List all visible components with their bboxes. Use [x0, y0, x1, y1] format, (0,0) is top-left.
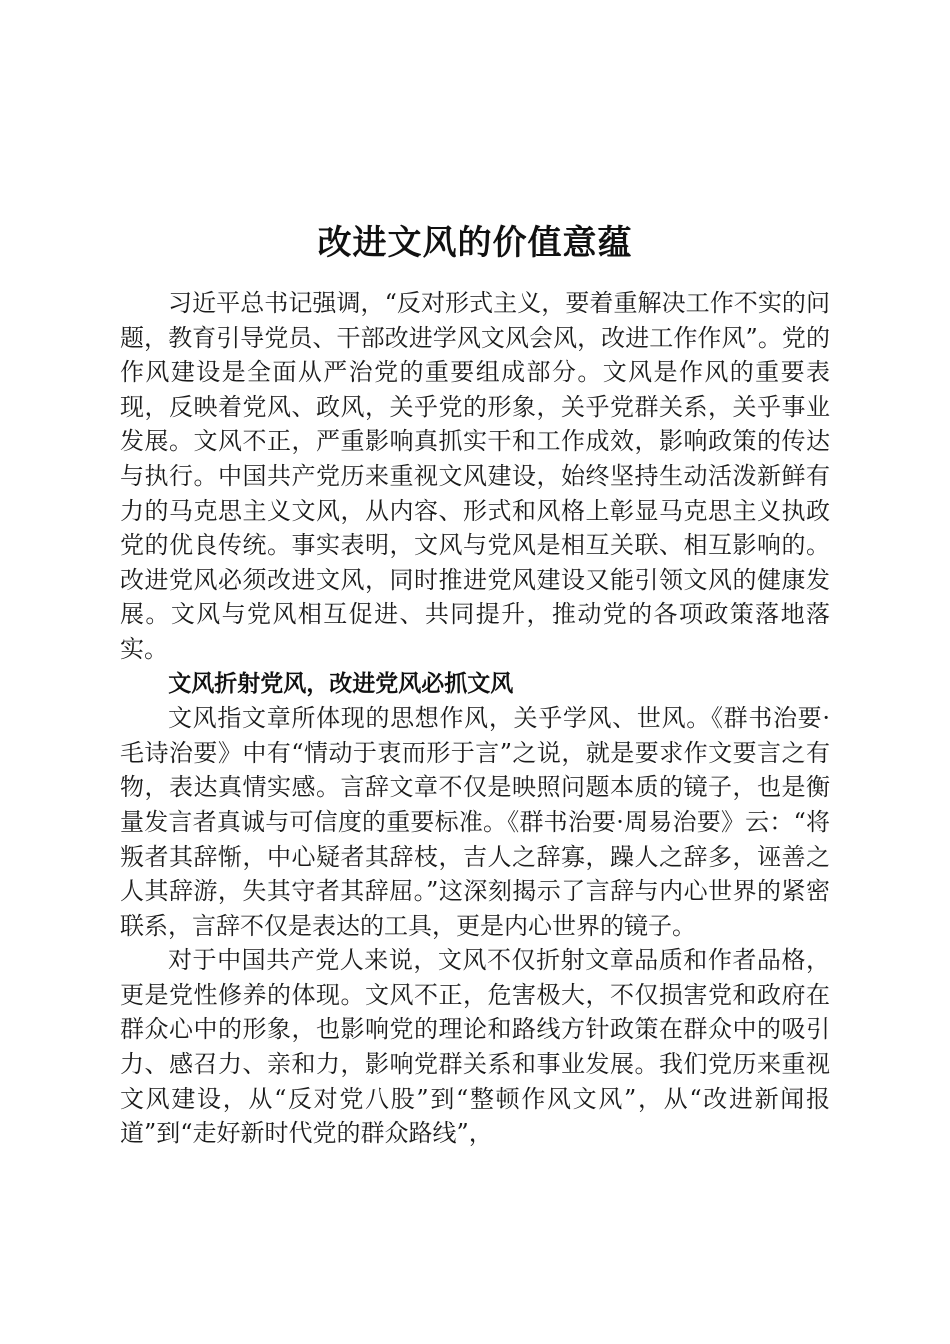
- paragraph: 习近平总书记强调，“反对形式主义，要着重解决工作不实的问题，教育引导党员、干部改进学风文风会风，改进工作作风”。党的作风建设是全面从严治党的重要组成部分。文风是作风的重要表现，反映着党风、政风，关乎党的形象，关乎党群关系，关乎事业发展。文风不正，严重影响真抓实干和工作成效，影响政策的传达与执行。中国共产党历来重视文风建设，始终坚持生动活泼新鲜有力的马克思主义文风，从内容、形式和风格上彰显马克思主义执政党的优良传统。事实表明，文风与党风是相互关联、相互影响的。改进党风必须改进文风，同时推进党风建设又能引领文风的健康发展。文风与党风相互促进、共同提升，推动党的各项政策落地落实。: [120, 289, 830, 663]
- paragraph: 文风指文章所体现的思想作风，关乎学风、世风。《群书治要·毛诗治要》中有“情动于衷而形于言”之说，就是要求作文要言之有物，表达真情实感。言辞文章不仅是映照问题本质的镜子，也是衡量发言者真诚与可信度的重要标准。《群书治要·周易治要》云：“将叛者其辞惭，中心疑者其辞枝，吉人之辞寡，躁人之辞多，诬善之人其辞游，失其守者其辞屈。”这深刻揭示了言辞与内心世界的紧密联系，言辞不仅是表达的工具，更是内心世界的镜子。: [120, 704, 830, 940]
- section-heading: 文风折射党风，改进党风必抓文风: [168, 670, 514, 697]
- article-body: [120, 286, 830, 1151]
- page-title: 改进文风的价值意蕴: [317, 222, 633, 263]
- paragraph: 对于中国共产党人来说，文风不仅折射文章品质和作者品格，更是党性修养的体现。文风不正，危害极大，不仅损害党和政府在群众心中的形象，也影响党的理论和路线方针政策在群众中的吸引力、感召力、亲和力，影响党群关系和事业发展。我们党历来重视文风建设，从“反对党八股”到“整顿作风文风”，从“改进新闻报道”到“走好新时代党的群众路线”，: [120, 946, 830, 1148]
